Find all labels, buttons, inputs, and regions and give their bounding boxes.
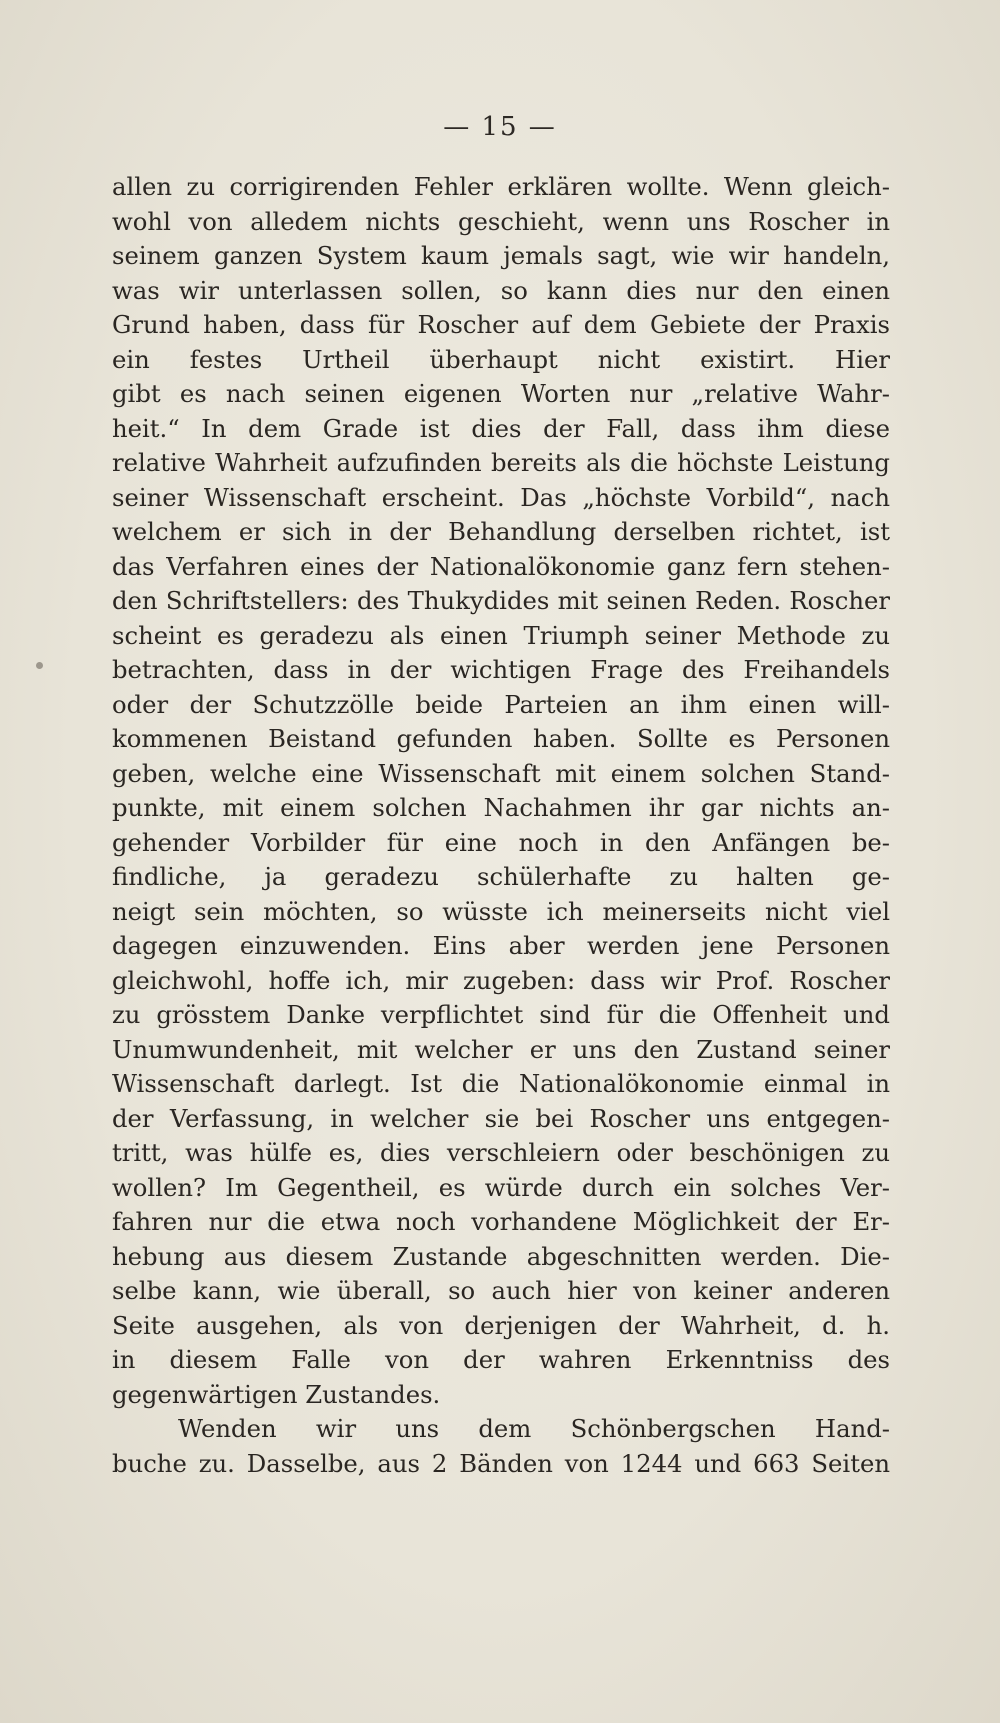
text-line: oder der Schutzzölle beide Parteien an ihm einen will- xyxy=(112,689,890,719)
text-line: Seite ausgehen, als von derjenigen der Wahrheit, d. h. xyxy=(112,1310,890,1340)
text-line: kommenen Beistand gefunden haben. Sollte es Personen xyxy=(112,724,890,753)
text-line: betrachten, dass in der wichtigen Frage des Freihandels xyxy=(112,655,890,684)
text-line: geben, welche eine Wissenschaft mit einem solchen Stand- xyxy=(112,758,890,788)
text-line: relative Wahrheit aufzufinden bereits als die höchste Leistung xyxy=(112,448,890,477)
ink-speck xyxy=(36,662,43,669)
text-line: tritt, was hülfe es, dies verschleiern oder beschönigen zu xyxy=(112,1138,890,1167)
text-line: findliche, ja geradezu schülerhafte zu halten ge- xyxy=(112,862,890,891)
text-line: gleichwohl, hoffe ich, mir zugeben: dass wir Prof. Roscher xyxy=(112,965,890,995)
text-line: fahren nur die etwa noch vorhandene Möglichkeit der Er- xyxy=(112,1207,890,1236)
text-line: in diesem Falle von der wahren Erkenntniss des xyxy=(112,1345,890,1374)
text-line: wollen? Im Gegentheil, es würde durch ein solches Ver- xyxy=(112,1172,890,1202)
text-line: gibt es nach seinen eigenen Worten nur „relative Wahr- xyxy=(112,379,890,408)
text-line: gehender Vorbilder für eine noch in den Anfängen be- xyxy=(112,827,890,857)
text-line: was wir unterlassen sollen, so kann dies nur den einen xyxy=(112,275,890,305)
text-line: zu grösstem Danke verpflichtet sind für die Offenheit und xyxy=(112,1000,890,1029)
text-line: buche zu. Dasselbe, aus 2 Bänden von 1244 und 663 Seiten xyxy=(112,1448,890,1478)
text-line: dagegen einzuwenden. Eins aber werden jene Personen xyxy=(112,931,890,960)
text-line: wohl von alledem nichts geschieht, wenn uns Roscher in xyxy=(112,206,890,236)
text-line: hebung aus diesem Zustande abgeschnitten werden. Die- xyxy=(112,1241,890,1271)
text-line: Unumwundenheit, mit welcher er uns den Zustand seiner xyxy=(112,1034,890,1064)
text-line: selbe kann, wie überall, so auch hier von keiner anderen xyxy=(112,1276,890,1305)
text-line: Wissenschaft darlegt. Ist die Nationalökonomie einmal in xyxy=(112,1069,890,1098)
text-line: der Verfassung, in welcher sie bei Roscher uns entgegen- xyxy=(112,1103,890,1133)
text-line: seinem ganzen System kaum jemals sagt, wie wir handeln, xyxy=(112,241,890,270)
text-line: Wenden wir uns dem Schönbergschen Hand- xyxy=(178,1414,890,1443)
text-line: welchem er sich in der Behandlung derselben richtet, ist xyxy=(112,517,890,546)
text-line: gegenwärtigen Zustandes. xyxy=(112,1379,441,1409)
text-line: heit.“ In dem Grade ist dies der Fall, dass ihm diese xyxy=(112,413,890,443)
text-line: seiner Wissenschaft erscheint. Das „höchste Vorbild“, nach xyxy=(112,482,890,512)
body-text xyxy=(112,170,890,1481)
text-line: punkte, mit einem solchen Nachahmen ihr gar nichts an- xyxy=(112,793,890,822)
page-number: — 15 — xyxy=(443,112,557,142)
text-line: neigt sein möchten, so wüsste ich meinerseits nicht viel xyxy=(112,896,890,926)
text-line: allen zu corrigirenden Fehler erklären wollte. Wenn gleich- xyxy=(112,172,890,201)
text-line: Grund haben, dass für Roscher auf dem Gebiete der Praxis xyxy=(112,310,890,339)
text-line: ein festes Urtheil überhaupt nicht existirt. Hier xyxy=(112,344,890,374)
text-line: scheint es geradezu als einen Triumph seiner Methode zu xyxy=(112,620,890,650)
text-line: das Verfahren eines der Nationalökonomie ganz fern stehen- xyxy=(112,551,890,581)
text-line: den Schriftstellers: des Thukydides mit seinen Reden. Roscher xyxy=(112,586,890,615)
